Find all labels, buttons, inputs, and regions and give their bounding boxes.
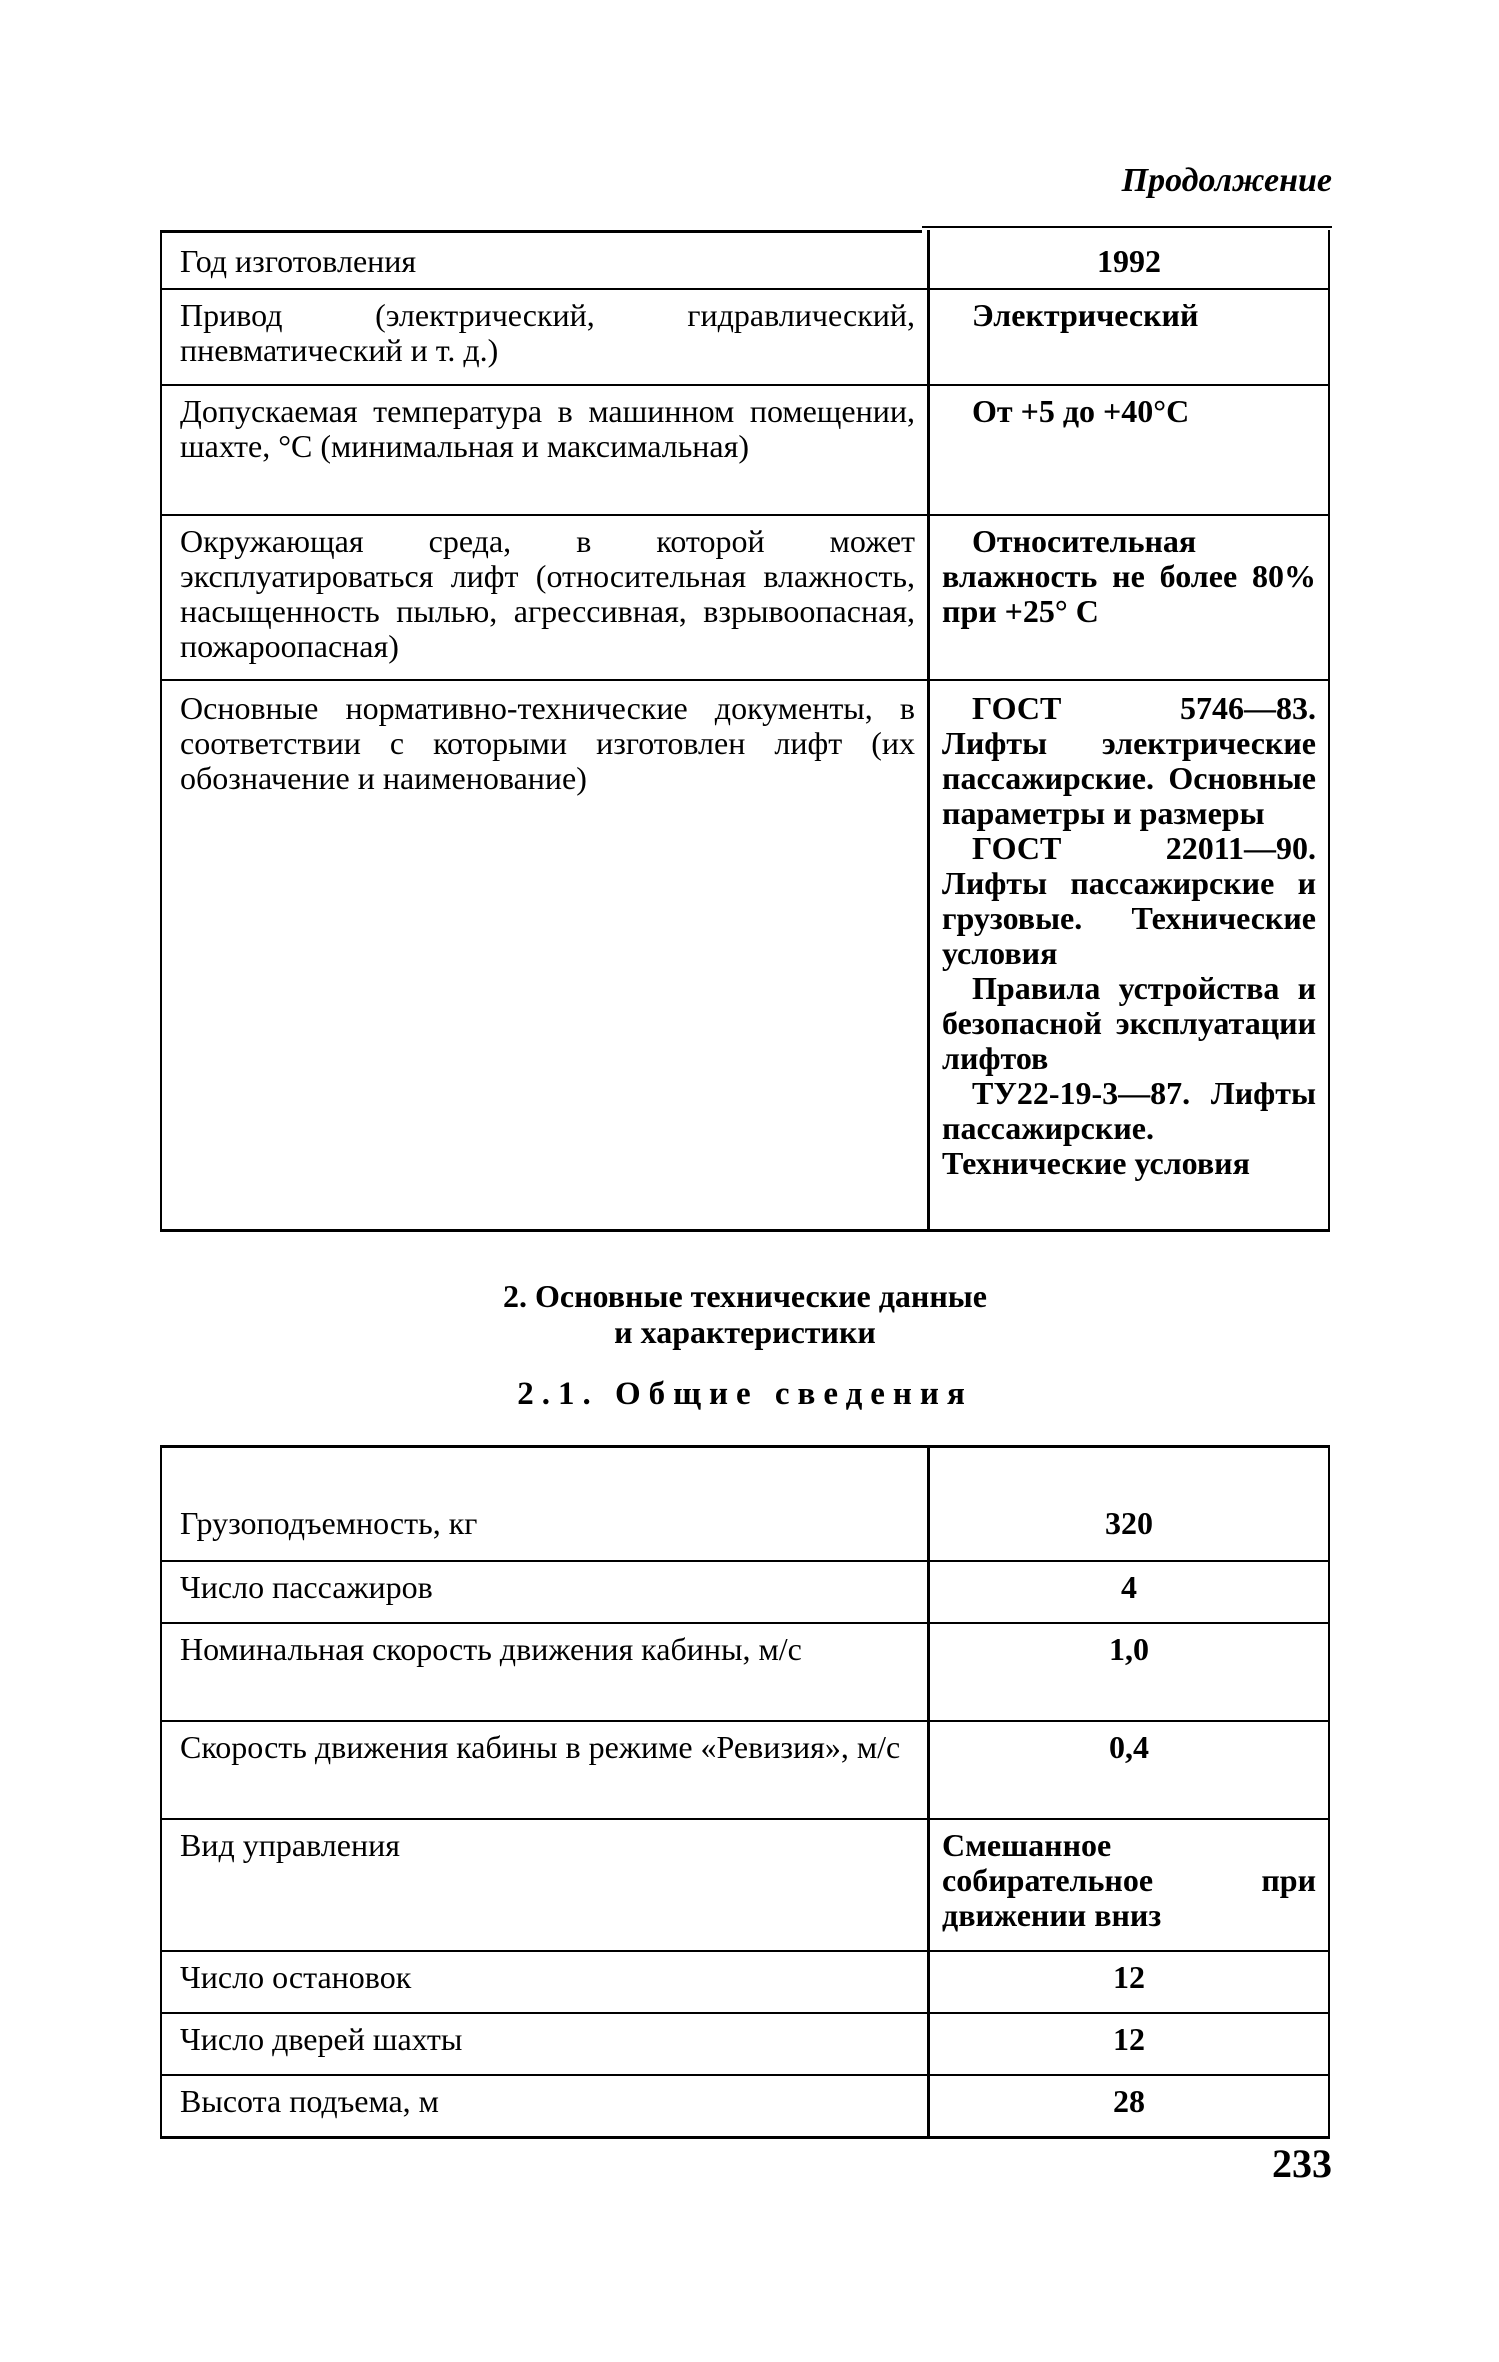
table-row [162, 1560, 1328, 1622]
passport-table [160, 230, 1330, 1232]
row-value [930, 514, 1328, 679]
continuation-label: Продолжение [1121, 162, 1332, 199]
row-value: 12 [930, 1950, 1328, 2012]
row-label: Вид управления [162, 1818, 930, 1950]
standard-reference: ГОСТ 5746—83. Лифты электрические пассажирские. Основные параметры и размеры [942, 690, 1316, 831]
section-heading-line: и характеристики [614, 1314, 876, 1350]
table-row [162, 1622, 1328, 1720]
row-label: Грузоподъемность, кг [162, 1448, 930, 1560]
table-row [162, 1950, 1328, 2012]
row-label: Окружающая среда, в которой может эксплуатироваться лифт (относительная влажность, насыщенность пылью, агрессивная, взрывоопасная, пожароопасная) [162, 514, 930, 679]
table-row [162, 384, 1328, 514]
row-value [930, 679, 1328, 1229]
row-value: 1,0 [930, 1622, 1328, 1720]
table-row [162, 679, 1328, 1229]
standard-reference: ГОСТ 22011—90. Лифты пассажирские и грузовые. Технические условия [942, 830, 1316, 971]
row-value: 1992 [1097, 243, 1161, 279]
row-value-text: От +5 до +40°С [972, 393, 1190, 429]
page-number: 233 [1272, 2141, 1332, 2186]
table-row [162, 230, 1328, 288]
subsection-heading: 2.1. Общие сведения [517, 1376, 973, 1412]
row-value: 28 [930, 2074, 1328, 2136]
row-value: 4 [930, 1560, 1328, 1622]
row-label: Число пассажиров [162, 1560, 930, 1622]
table-row [162, 2074, 1328, 2136]
section-heading [160, 1278, 1330, 1350]
table-row [162, 1818, 1328, 1950]
row-value: 12 [930, 2012, 1328, 2074]
standard-reference: Правила устройства и безопасной эксплуатации лифтов [942, 970, 1316, 1076]
row-value [930, 384, 1328, 514]
row-value: 0,4 [930, 1720, 1328, 1818]
row-value: 320 [1105, 1505, 1153, 1541]
table-row [162, 1720, 1328, 1818]
row-label: Скорость движения кабины в режиме «Ревизия», м/с [162, 1720, 930, 1818]
table-row [162, 288, 1328, 384]
section-heading-line: 2. Основные технические данные [503, 1278, 987, 1314]
row-label: Привод (электрический, гидравлический, пневматический и т. д.) [162, 288, 930, 384]
row-value: Смешанное собирательное при движении вниз [930, 1818, 1328, 1950]
general-info-table [160, 1445, 1330, 2139]
row-value-text: Относительная влажность не более 80% при +25° С [942, 523, 1316, 629]
standard-reference: ТУ22-19-3—87. Лифты пассажирские. Технические условия [942, 1075, 1316, 1181]
row-value [930, 288, 1328, 384]
row-label: Число дверей шахты [162, 2012, 930, 2074]
row-label: Номинальная скорость движения кабины, м/с [162, 1622, 930, 1720]
table-row [162, 1448, 1328, 1560]
row-label: Год изготовления [162, 230, 930, 288]
row-value-text: Электрический [972, 297, 1199, 333]
table-row [162, 2012, 1328, 2074]
table-row [162, 514, 1328, 679]
row-label: Основные нормативно-технические документы, в соответствии с которыми изготовлен лифт (их обозначение и наименование) [162, 679, 930, 1229]
row-label: Число остановок [162, 1950, 930, 2012]
row-label: Допускаемая температура в машинном помещении, шахте, °С (минимальная и максимальная) [162, 384, 930, 514]
row-label: Высота подъема, м [162, 2074, 930, 2136]
